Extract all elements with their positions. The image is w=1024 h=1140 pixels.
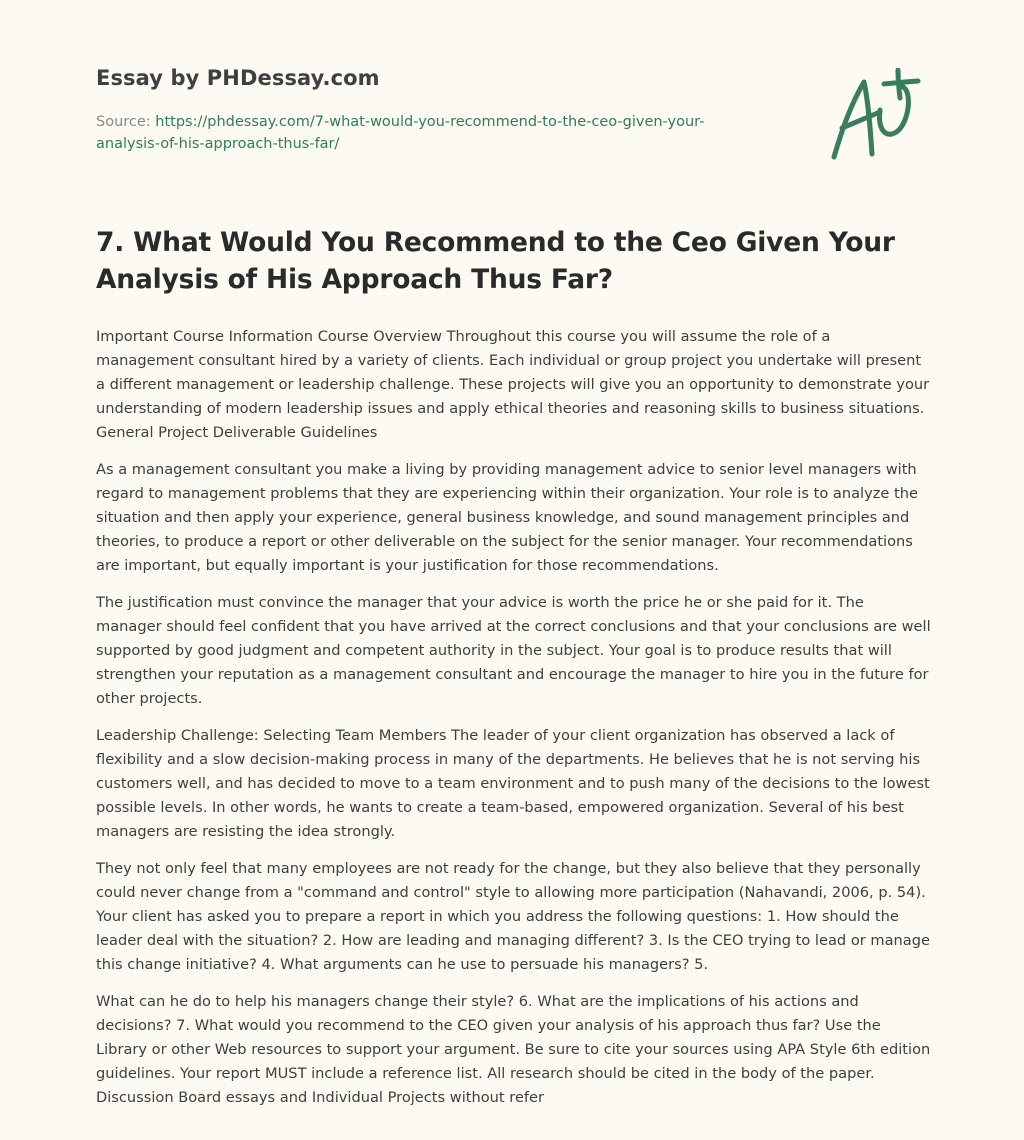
source-line [96,111,756,155]
paragraph: Important Course Information Course Overview Throughout this course you will assume the role of a management consultant hired by a variety of clients. Each individual or group project you undertake will present a different management or leadership challenge. These projects will give you an opportunity to demonstrate your understanding of modern leadership issues and apply ethical theories and reasoning skills to business situations. General Project Deliverable Guidelines [96,328,930,441]
essay-body [96,325,932,1123]
paragraph: They not only feel that many employees are not ready for the change, but they also believe that they personally could never change from a "command and control" style to allowing more participation (Nahavandi, 2006, p. 54). Your client has asked you to prepare a report in which you address the following questions: 1. How should the leader deal with the situation? 2. How are leading and managing different? 3. Is the CEO trying to lead or manage this change initiative? 4. What arguments can he use to persuade his managers? 5. [96,860,930,973]
paragraph: As a management consultant you make a living by providing management advice to senior level managers with regard to management problems that they are experiencing within their organization. Your role is to analyze the situation and then apply your experience, general business knowledge, and sound management principles and theories, to produce a report or other deliverable on the subject for the senior manager. Your recommendations are important, but equally important is your justification for those recommendations. [96,461,918,574]
essay-title: 7. What Would You Recommend to the Ceo Given Your Analysis of His Approach Thus Far? [96,227,895,295]
source-link[interactable]: https://phdessay.com/7-what-would-you-recommend-to-the-ceo-given-your-analysis-of-his-approach-thus-far/ [96,114,705,152]
paragraph: The justification must convince the manager that your advice is worth the price he or she paid for it. The manager should feel confident that you have arrived at the correct conclusions and that your conclusions are well supported by good judgment and competent authority in the subject. Your goal is to produce results that will strengthen your reputation as a management consultant and encourage the manager to hire you in the future for other projects. [96,594,931,707]
header [96,0,928,190]
page [96,0,931,1106]
source-label: Source: [96,114,151,130]
site-title: Essay by PHDessay.com [96,66,380,90]
paragraph: What can he do to help his managers change their style? 6. What are the implications of his actions and decisions? 7. What would you recommend to the CEO given your analysis of his approach thus far? Use the Library or other Web resources to support your argument. Be sure to cite your sources using APA Style 6th edition guidelines. Your report MUST include a reference list. All research should be cited in the body of the paper. Discussion Board essays and Individual Projects without refer [96,993,931,1106]
paragraph: Leadership Challenge: Selecting Team Members The leader of your client organization has observed a lack of flexibility and a slow decision-making process in many of the departments. He believes that he is not serving his customers well, and has decided to move to a team environment and to push many of the decisions to the lowest possible levels. In other words, he wants to create a team-based, empowered organization. Several of his best managers are resisting the idea strongly. [96,727,930,840]
a-plus-grade-icon [828,68,928,164]
